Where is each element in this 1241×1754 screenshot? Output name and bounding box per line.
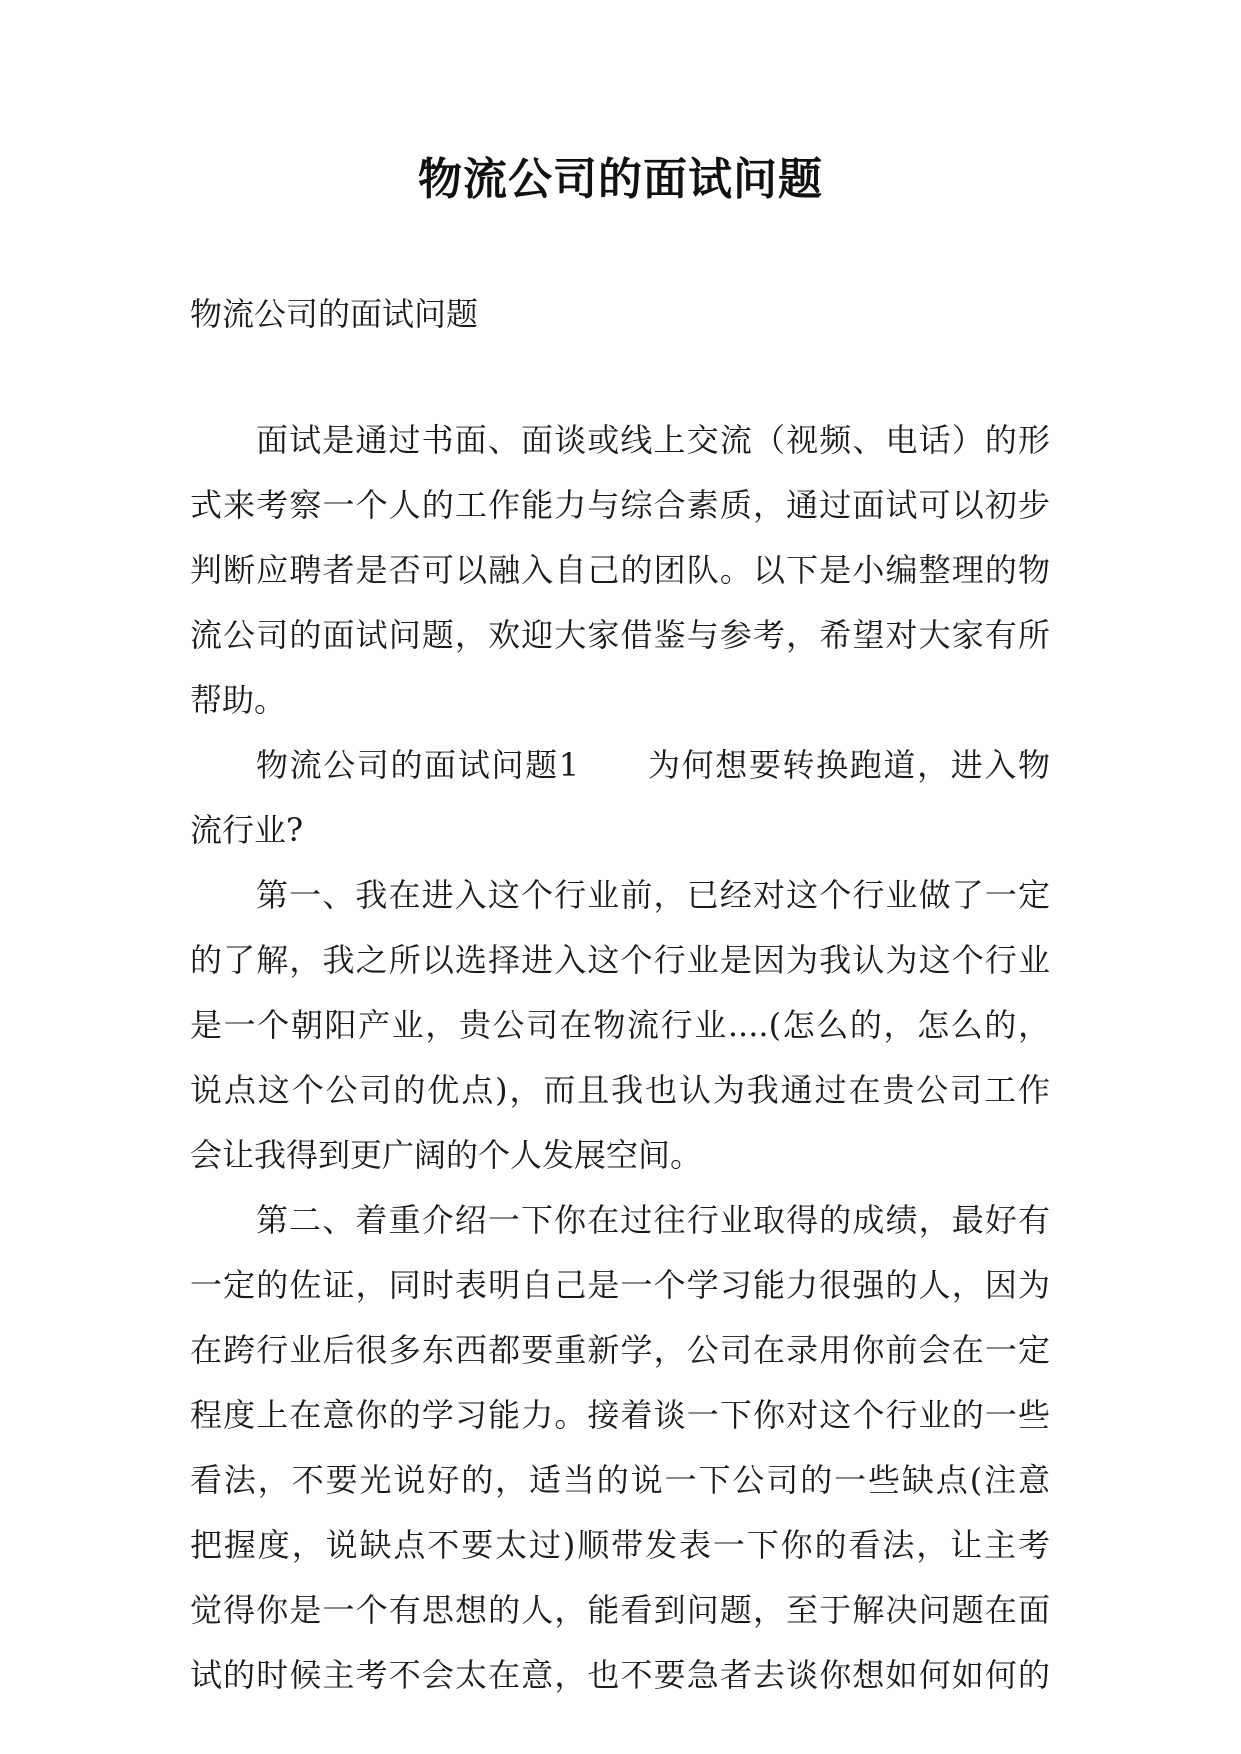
text-line: 把握度，说缺点不要太过)顺带发表一下你的看法，让主考	[190, 1526, 1050, 1564]
text-line: 在跨行业后很多东西都要重新学，公司在录用你前会在一定	[190, 1331, 1050, 1369]
text-line: 第一、我在进入这个行业前，已经对这个行业做了一定	[256, 876, 1050, 914]
text-line: 试的时候主考不会太在意，也不要急者去谈你想如何如何的	[190, 1656, 1050, 1694]
text-line: 流公司的面试问题，欢迎大家借鉴与参考，希望对大家有所	[190, 616, 1050, 654]
document-subtitle: 物流公司的面试问题	[190, 295, 479, 333]
document-body	[190, 408, 1050, 1708]
document-title: 物流公司的面试问题	[418, 154, 823, 205]
text-line: 流行业?	[190, 811, 304, 849]
text-line: 面试是通过书面、面谈或线上交流（视频、电话）的形	[256, 421, 1050, 459]
text-line: 是一个朝阳产业，贵公司在物流行业....(怎么的，怎么的，	[190, 1006, 1050, 1044]
paragraph-answer-second	[190, 1188, 1050, 1708]
text-line: 物流公司的面试问题1 为何想要转换跑道，进入物	[256, 746, 1050, 784]
paragraph-intro	[190, 408, 1050, 733]
text-line: 觉得你是一个有思想的人，能看到问题，至于解决问题在面	[190, 1591, 1050, 1629]
text-line: 的了解，我之所以选择进入这个行业是因为我认为这个行业	[190, 941, 1050, 979]
text-line: 说点这个公司的优点)，而且我也认为我通过在贵公司工作	[190, 1071, 1050, 1109]
paragraph-question-1	[190, 733, 1050, 863]
text-line: 式来考察一个人的工作能力与综合素质，通过面试可以初步	[190, 486, 1050, 524]
text-line: 帮助。	[190, 681, 287, 719]
text-line: 看法，不要光说好的，适当的说一下公司的一些缺点(注意	[190, 1461, 1050, 1499]
text-line: 一定的佐证，同时表明自己是一个学习能力很强的人，因为	[190, 1266, 1050, 1304]
paragraph-answer-first	[190, 863, 1050, 1188]
text-line: 程度上在意你的学习能力。接着谈一下你对这个行业的一些	[190, 1396, 1050, 1434]
text-line: 第二、着重介绍一下你在过往行业取得的成绩，最好有	[256, 1201, 1050, 1239]
text-line: 判断应聘者是否可以融入自己的团队。以下是小编整理的物	[190, 551, 1050, 589]
text-line: 会让我得到更广阔的个人发展空间。	[190, 1136, 703, 1174]
